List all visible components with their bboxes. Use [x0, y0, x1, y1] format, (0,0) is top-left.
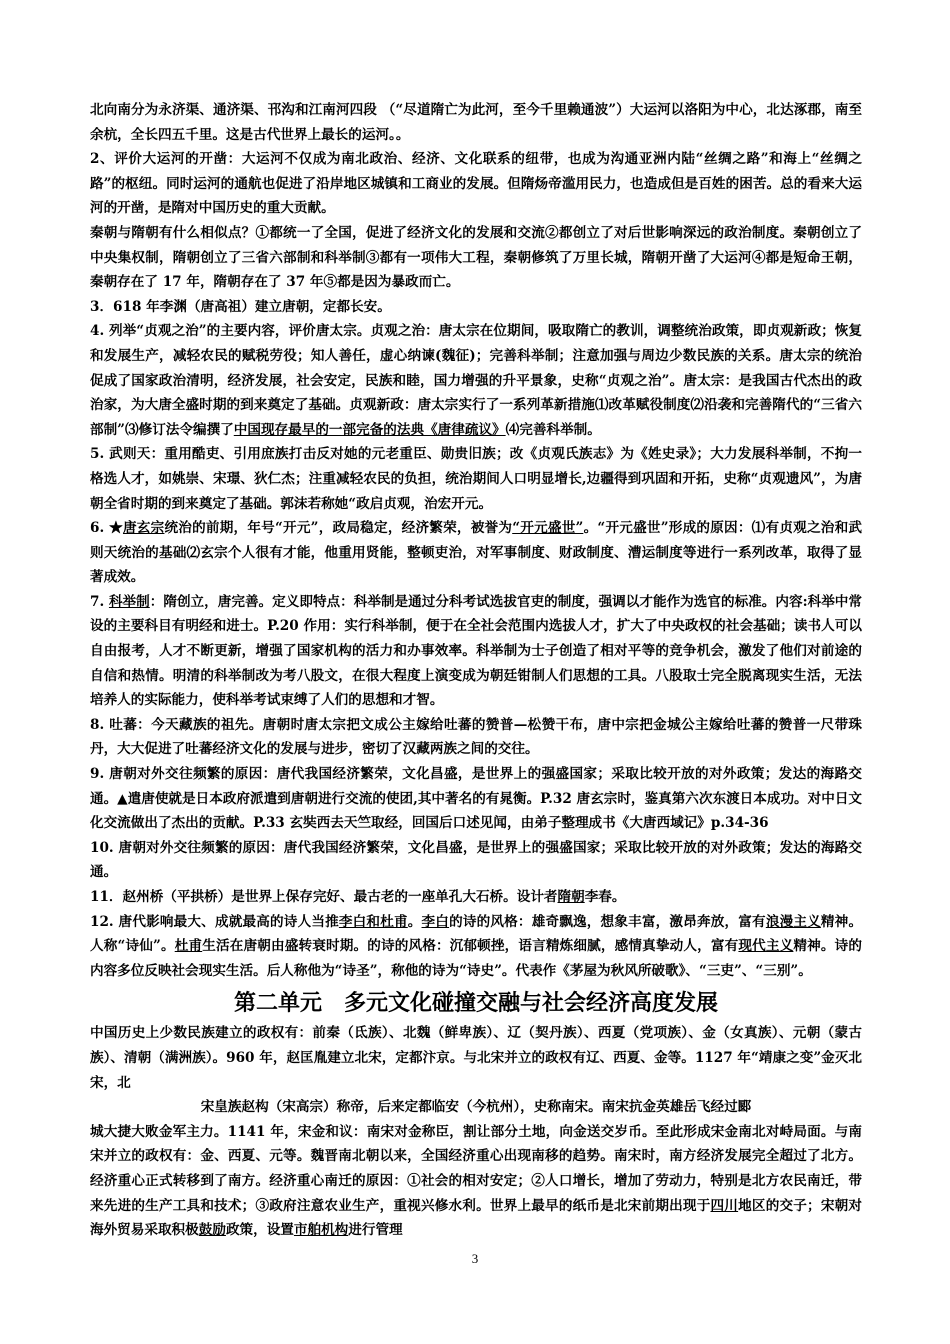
body-paragraph	[90, 295, 862, 320]
underlined-text: 李白	[421, 913, 450, 930]
text-run: 4. 列举“贞观之治”的主要内容，评价唐太宗。贞观之治：唐太宗在位期间，吸取隋亡的教训，调整统治政策，即贞观新政；恢复和发展生产，减轻农民的赋税劳役；知人善任，虚心纳谏(魏征)；完善科举制；注意加强与周边少数民族的关系。唐太宗的统治促成了国家政治清明，经济发展，社会安定，民族和睦，国力增强的升平景象，史称“贞观之治”。唐太宗：是我国古代杰出的政治家，为大唐全盛时期的到来奠定了基础。贞观新政：唐太宗实行了一系列革新措施⑴改革赋役制度⑵沿袭和完善隋代的“三省六部制”⑶修订法令编撰了	[90, 323, 862, 438]
text-run: 7.	[90, 593, 109, 610]
text-run: ⑷完善科举制。	[505, 421, 601, 438]
body-paragraph	[90, 713, 862, 762]
text-run: 进行管理	[348, 1222, 403, 1239]
section-title: 第二单元 多元文化碰撞交融与社会经济高度发展	[233, 990, 718, 1017]
body-paragraph	[90, 885, 862, 910]
body-paragraph	[90, 147, 862, 221]
text-run: 11．赵州桥（平拱桥）是世界上保存完好、最古老的一座单孔大石桥。设计者	[90, 889, 558, 905]
underlined-text: 隋朝	[557, 889, 585, 905]
body-paragraph	[90, 221, 862, 295]
text-run: 统治的前期，年号“开元”，政局稳定，经济繁荣，被誉为	[164, 520, 513, 537]
text-run: 8. 吐蕃：今天藏族的祖先。唐朝时唐太宗把文成公主嫁给吐蕃的赞普—松赞干布，唐中宗把金城公主嫁给吐蕃的赞普一尺带珠丹，大大促进了吐蕃经济文化的发展与进步，密切了汉藏两族之间的交往。	[90, 716, 862, 758]
text-run: 秦朝与隋朝有什么相似点？①都统一了全国，促进了经济文化的发展和交流②都创立了对后世影响深远的政治制度。秦朝创立了中央集权制，隋朝创立了三省六部制和科举制③都有一项伟大工程，秦朝修筑了万里长城，隋朝开凿了大运河④都是短命王朝，秦朝存在了 17 年，隋朝存在了 37 年⑤都是因为暴政而亡。	[90, 224, 862, 291]
underlined-text: 市舶机构	[293, 1222, 349, 1239]
underlined-text: 现代主义	[738, 938, 794, 955]
text-run: 城大捷大败金军主力。1141 年，宋金和议：南宋对金称臣，割让部分土地，向金送交岁币。至此形成宋金南北对峙局面。与南宋并立的政权有：金、西夏、元等。魏晋南北朝以来，全国经济重心出现南移的趋势。南宋时，南方经济发展完全超过了北方。经济重心正式转移到了南方。经济重心南迁的原因：①社会的相对安定；②人口增长，增加了劳动力，特别是北方农民南迁，带来先进的生产工具和技术；③政府注意农业生产，重视兴修水利。世界上最早的纸币是北宋前期出现于	[90, 1123, 862, 1214]
text-run: 宋皇族赵构（宋高宗）称帝，后来定都临安（今杭州），史称南宋。南宋抗金英雄岳飞经过郾	[200, 1099, 752, 1116]
text-run: 中国历史上少数民族建立的政权有：前秦（氐族）、北魏（鲜卑族）、辽（契丹族）、西夏（党项族）、金（女真族）、元朝（蒙古族）、清朝（满洲族）。960 年，赵匡胤建立北宋，定都汴京。与北宋并立的政权有辽、西夏、金等。1127 年“靖康之变”金灭北宋，北	[90, 1025, 862, 1091]
body-paragraph	[90, 836, 862, 885]
text-run: 6. ★	[90, 520, 123, 537]
text-run: 精神。人称“诗仙”。	[90, 913, 863, 955]
text-run: ：隋创立，唐完善。定义即特点：科举制是通过分科考试选拔官吏的制度，强调以才能作为选官的标准。内容:科举中常设的主要科目有明经和进士。P.20 作用：实行科举制，便于在全社会范围内选拔人才，扩大了中央政权的社会基础；读书人可以自由报考，人才不断更新，增强了国家机构的活力和办事效率。科举制为士子创造了相对平等的竞争机会，激发了他们对前途的自信和热情。明清的科举制改为考八股文，在很大程度上演变成为朝廷钳制人们思想的工具。八股取士完全脱离现实生活，无法培养人的实际能力，使科举考试束缚了人们的思想和才智。	[90, 593, 863, 709]
body-paragraph	[90, 910, 862, 984]
underlined-text: 科举制	[108, 593, 150, 610]
text-run: 北向南分为永济渠、通济渠、邗沟和江南河四段 （“尽道隋亡为此河，至今千里赖通波”）大运河以洛阳为中心，北达涿郡，南至余杭，全长四五千里。这是古代世界上最长的运河。。	[90, 102, 862, 143]
section-paragraph	[90, 1120, 862, 1243]
text-run: 精神。诗的内容多位反映社会现实生活。后人称他为“诗圣”，称他的诗为“诗史”。代表作《茅屋为秋风所破歌》、“三吏”、“三别”。	[90, 938, 863, 979]
text-run: 李春。	[584, 889, 626, 905]
body-paragraph	[90, 762, 862, 836]
underlined-text: 杜甫	[174, 938, 203, 955]
text-run: 10. 唐朝对外交往频繁的原因：唐代我国经济繁荣，文化昌盛，是世界上的强盛国家；采取比较开放的对外政策；发达的海路交通。	[90, 839, 862, 881]
content-body	[90, 98, 862, 983]
text-run: 生活在唐朝由盛转衰时期。的诗的风格：沉郁顿挫，语言精炼细腻，感情真挚动人，富有	[202, 938, 739, 955]
text-run: 5. 武则天：重用酷吏、引用庶族打击反对她的元老重臣、勋贵旧族；改《贞观氏族志》为《姓史录》；大力发展科举制，不拘一格选人才，如姚崇、宋璟、狄仁杰；注重减轻农民的负担，统治期间人口明显增长,边疆得到巩固和开拓，史称“贞观遗风”，为唐朝全省时期的到来奠定了基础。郭沫若称她“政启贞观，治宏开元。	[90, 446, 862, 512]
body-paragraph	[90, 442, 862, 516]
underlined-text: 浪漫主义	[765, 913, 821, 930]
text-run: 政策，设置	[225, 1222, 294, 1239]
underlined-text: 李白和杜甫	[338, 913, 408, 930]
section-paragraph	[90, 1021, 862, 1095]
text-run: 。	[407, 913, 422, 930]
text-run: 的诗的风格：雄奇飘逸，想象丰富，激昂奔放，富有	[449, 913, 766, 930]
underlined-text: “开元盛世”	[512, 520, 584, 537]
text-run: 2、评价大运河的开凿：大运河不仅成为南北政治、经济、文化联系的纽带，也成为沟通亚洲内陆“丝绸之路”和海上“丝绸之路”的枢纽。同时运河的通航也促进了沿岸地区城镇和工商业的发展。但隋炀帝滥用民力，也造成但是百姓的困苦。总的看来大运河的开凿，是隋对中国历史的重大贡献。	[90, 151, 862, 217]
text-run: 12. 唐代影响最大、成就最高的诗人当推	[90, 913, 339, 930]
document-page	[90, 98, 862, 1243]
section-body	[90, 1021, 862, 1242]
underlined-text: 鼓励	[198, 1222, 226, 1239]
body-paragraph	[90, 98, 862, 147]
section-paragraph	[90, 1095, 862, 1120]
page-number: 3	[471, 1251, 479, 1266]
body-paragraph	[90, 319, 862, 442]
underlined-text: 四川	[710, 1197, 739, 1214]
text-run: 地区的交子；宋朝对海外贸易采取积极	[90, 1197, 863, 1239]
text-run: 3．618 年李渊（唐高祖）建立唐朝，定都长安。	[90, 298, 391, 315]
body-paragraph	[90, 590, 862, 713]
text-run: 。“开元盛世”形成的原因：⑴有贞观之治和武则天统治的基础⑵玄宗个人很有才能，他重用贤能，整顿吏治，对军事制度、财政制度、漕运制度等进行一系列改革，取得了显著成效。	[90, 520, 863, 586]
body-paragraph	[90, 516, 862, 590]
text-run: 9. 唐朝对外交往频繁的原因：唐代我国经济繁荣，文化昌盛，是世界上的强盛国家；采取比较开放的对外政策；发达的海路交通。▲遣唐使就是日本政府派遣到唐朝进行交流的使团,其中著名的有晁衡。P.32 唐玄宗时，鉴真第六次东渡日本成功。对中日文化交流做出了杰出的贡献。P.33 玄奘西去天竺取经，回国后口述见闻，由弟子整理成书《大唐西域记》p.34-36	[90, 766, 863, 832]
underlined-text: 中国现存最早的一部完备的法典《唐律疏议》	[233, 421, 506, 438]
underlined-text: 唐玄宗	[122, 520, 165, 537]
